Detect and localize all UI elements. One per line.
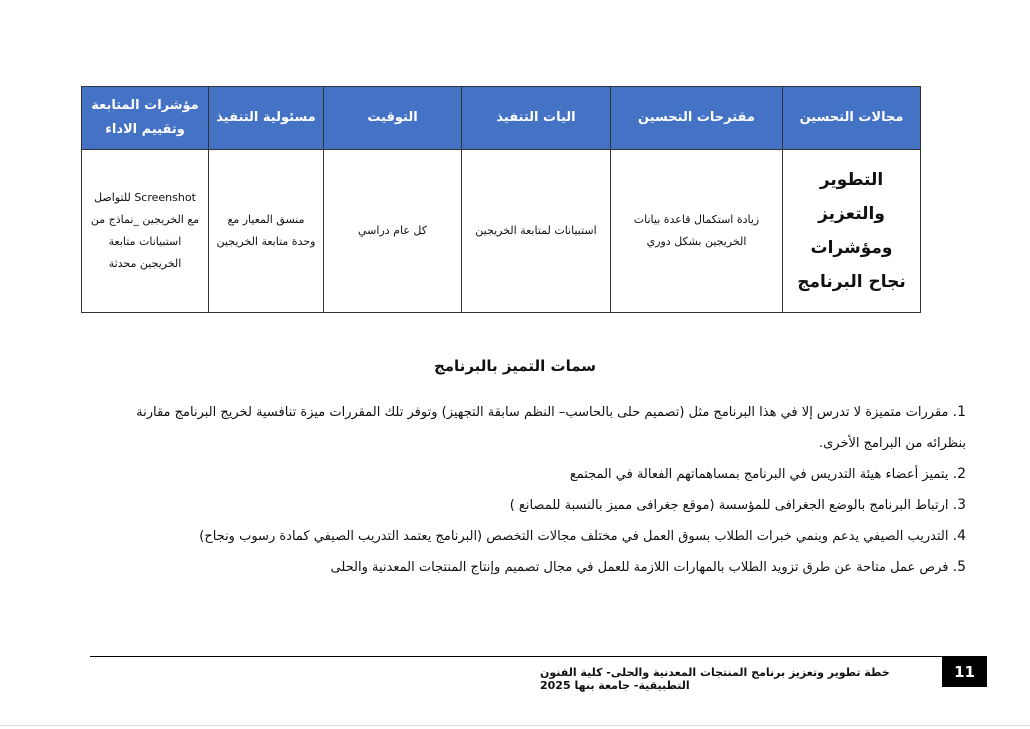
cell-timing: كل عام دراسي bbox=[324, 150, 462, 313]
list-item-text: فرص عمل متاحة عن طرق تزويد الطلاب بالمهارات اللازمة للعمل في مجال تصميم وإنتاج المنتجات المعدنية والحلى bbox=[330, 560, 949, 575]
footer-divider bbox=[90, 656, 987, 657]
list-item-text: يتميز أعضاء هيئة التدريس في البرنامج بمساهماتهم الفعالة في المجتمع bbox=[569, 467, 949, 482]
footer-text: خطة تطوير وتعزيز برنامج المنتجات المعدنية والحلى- كلية الفنون التطبيقية- جامعة بنها 2025 bbox=[540, 666, 890, 692]
table-header-row bbox=[82, 87, 921, 150]
header-improvement-proposals: مقترحات التحسين bbox=[611, 87, 783, 150]
excellence-points-list bbox=[128, 397, 966, 583]
page-edge-divider bbox=[0, 725, 1030, 726]
list-item-text: التدريب الصيفي يدعم وينمي خبرات الطلاب بسوق العمل في مختلف مجالات التخصص (البرنامج يعتمد التدريب الصيفي كمادة رسوب ونجاح) bbox=[199, 529, 949, 544]
list-item bbox=[128, 521, 966, 552]
list-item-text: ارتباط البرنامج بالوضع الجغرافى للمؤسسة (موقع جغرافى مميز بالنسبة للمصانع ) bbox=[509, 498, 949, 513]
list-item bbox=[128, 459, 966, 490]
cell-indicators: Screenshot للتواصل مع الخريجين _نماذج من استبيانات متابعة الخريجين محدثة bbox=[82, 150, 209, 313]
list-item-number: 3. bbox=[952, 497, 966, 513]
page-number: 11 bbox=[942, 657, 987, 687]
header-responsibility: مسئولية التنفيذ bbox=[209, 87, 324, 150]
section-title: سمات التميز بالبرنامج bbox=[433, 357, 597, 375]
list-item-number: 5. bbox=[952, 559, 966, 575]
list-item-text: مقررات متميزة لا تدرس إلا في هذا البرنامج مثل (تصميم حلى بالحاسب– النظم سابقة التجهيز) وتوفر تلك المقررات ميزة تنافسية لخريج البرنامج مقارنة بنظرائه من البرامج الأخرى. bbox=[136, 405, 966, 451]
list-item-number: 4. bbox=[952, 528, 966, 544]
list-item-number: 2. bbox=[952, 466, 966, 482]
cell-area: التطوير والتعزيز ومؤشرات نجاح البرنامج bbox=[783, 150, 921, 313]
header-improvement-areas: مجالات التحسين bbox=[783, 87, 921, 150]
cell-mechanism: استبيانات لمتابعة الخريجين bbox=[462, 150, 611, 313]
list-item bbox=[128, 552, 966, 583]
cell-proposal: زيادة استكمال قاعدة بيانات الخريجين بشكل دوري bbox=[611, 150, 783, 313]
list-item-number: 1. bbox=[952, 404, 966, 420]
list-item bbox=[128, 397, 966, 459]
header-timing: التوقيت bbox=[324, 87, 462, 150]
header-implementation-mechanisms: اليات التنفيذ bbox=[462, 87, 611, 150]
header-indicators: مؤشرات المتابعة وتقييم الاداء bbox=[82, 87, 209, 150]
cell-responsibility: منسق المعيار مع وحدة متابعة الخريجين bbox=[209, 150, 324, 313]
table-row bbox=[82, 150, 921, 313]
list-item bbox=[128, 490, 966, 521]
improvement-plan-table bbox=[81, 86, 921, 313]
